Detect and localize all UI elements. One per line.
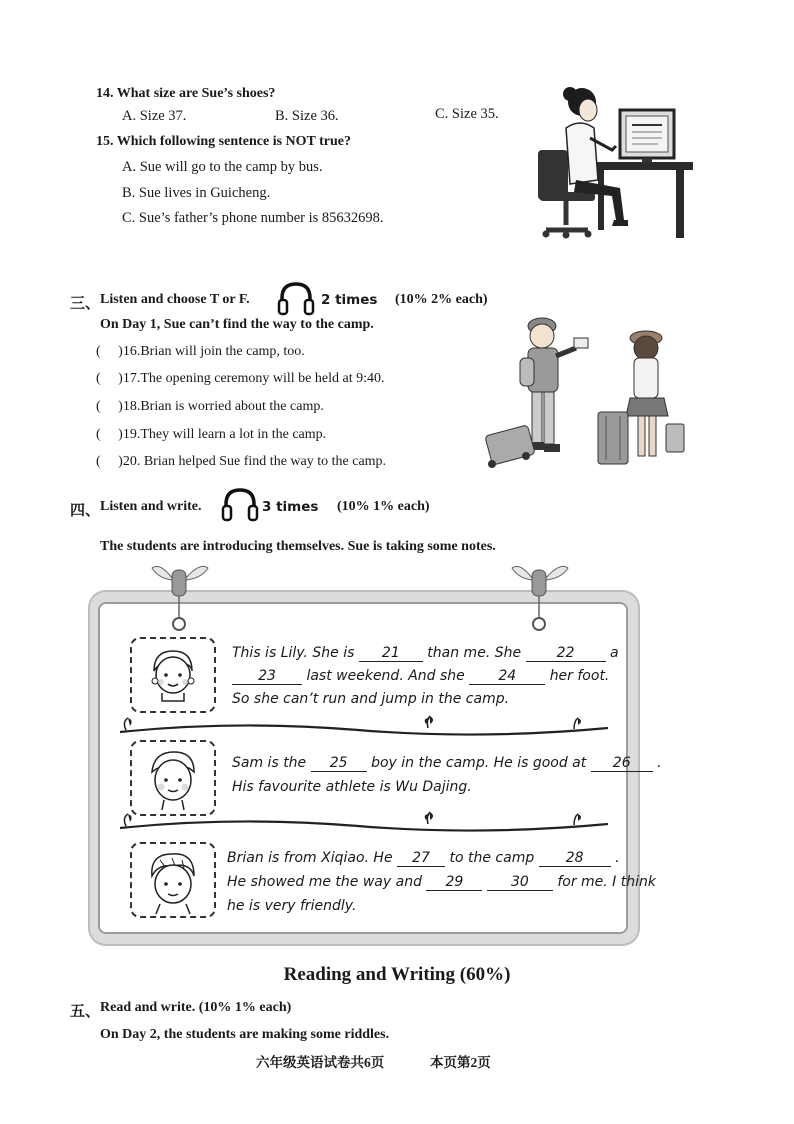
headphones-icon [220, 486, 260, 522]
tf-item-16 [96, 344, 305, 360]
tf-statement: )19.They will learn a lot in the camp. [118, 427, 327, 442]
q14-option-a: A. Size 37. [122, 108, 187, 124]
answer-paren[interactable]: ( [96, 427, 101, 442]
lily-avatar [130, 637, 216, 713]
footer-total-pages: 六年级英语试卷共6页 [256, 1055, 385, 1070]
q15-option-c: C. Sue’s father’s phone number is 85632698. [122, 210, 384, 226]
section3-title: Listen and choose T or F. [100, 292, 250, 307]
section3-times: 2 times [321, 292, 378, 308]
blank-26[interactable]: 26 [591, 755, 653, 772]
answer-paren[interactable]: ( [96, 399, 101, 414]
footer-page-number: 本页第2页 [430, 1055, 491, 1070]
q14-option-b: B. Size 36. [275, 108, 339, 124]
tf-statement: )17.The opening ceremony will be held at 9:40. [118, 371, 385, 386]
tf-statement: )18.Brian is worried about the camp. [118, 399, 324, 414]
q15-question: 15. Which following sentence is NOT true? [96, 134, 351, 149]
brian-line-2: He showed me the way and 29 30 for me. I think [227, 874, 656, 890]
section3-intro: On Day 1, Sue can’t find the way to the camp. [100, 317, 374, 332]
vine-divider [118, 810, 613, 836]
brian-avatar [130, 842, 216, 918]
section5-intro: On Day 2, the students are making some riddles. [100, 1027, 390, 1042]
blank-23[interactable]: 23 [232, 668, 302, 685]
q14-option-c: C. Size 35. [435, 106, 499, 122]
section4-number: 四、 [70, 503, 101, 519]
lily-line-3: So she can’t run and jump in the camp. [232, 691, 510, 707]
section3-number: 三、 [70, 296, 101, 312]
blank-29[interactable]: 29 [426, 874, 482, 891]
section4-intro: The students are introducing themselves. Sue is taking some notes. [100, 539, 496, 554]
section4-title: Listen and write. [100, 499, 202, 514]
lily-line-1: This is Lily. She is 21 than me. She 22 a [232, 645, 619, 661]
blank-28[interactable]: 28 [539, 850, 611, 867]
girl-face-icon [132, 639, 214, 711]
right-hanger-clip [510, 560, 570, 632]
section4-score: (10% 1% each) [337, 499, 430, 514]
tf-item-18 [96, 399, 324, 415]
lily-line-2: 23 last weekend. And she 24 her foot. [232, 668, 609, 685]
blank-22[interactable]: 22 [526, 645, 606, 662]
blank-21[interactable]: 21 [359, 645, 423, 662]
sam-line-2: His favourite athlete is Wu Dajing. [232, 779, 472, 795]
tf-statement: )20. Brian helped Sue find the way to the camp. [118, 454, 387, 469]
boy-face-icon [132, 844, 214, 916]
answer-paren[interactable]: ( [96, 344, 101, 359]
q15-option-a: A. Sue will go to the camp by bus. [122, 159, 323, 175]
headphones-icon [276, 280, 316, 316]
section5-title: Read and write. (10% 1% each) [100, 1000, 292, 1015]
reading-writing-heading: Reading and Writing (60%) [283, 964, 511, 985]
brian-line-3: he is very friendly. [227, 898, 357, 914]
tf-item-20 [96, 454, 386, 470]
q14-question: 14. What size are Sue’s shoes? [96, 86, 276, 101]
answer-paren[interactable]: ( [96, 371, 101, 386]
tf-item-17 [96, 371, 385, 387]
section3-score: (10% 2% each) [395, 292, 488, 307]
blank-30[interactable]: 30 [487, 874, 553, 891]
section4-times: 3 times [262, 499, 319, 515]
travelers-illustration [478, 312, 693, 477]
sam-avatar [130, 740, 216, 816]
woman-at-computer-illustration [528, 80, 698, 245]
tf-item-19 [96, 427, 326, 443]
brian-line-1: Brian is from Xiqiao. He 27 to the camp 28 . [227, 850, 620, 866]
answer-paren[interactable]: ( [96, 454, 101, 469]
q15-option-b: B. Sue lives in Guicheng. [122, 185, 271, 201]
blank-25[interactable]: 25 [311, 755, 367, 772]
section5-number: 五、 [70, 1004, 101, 1020]
left-hanger-clip [150, 560, 210, 632]
tf-statement: )16.Brian will join the camp, too. [118, 344, 305, 359]
blank-24[interactable]: 24 [469, 668, 545, 685]
boy-face-icon [132, 742, 214, 814]
vine-divider [118, 714, 613, 740]
blank-27[interactable]: 27 [397, 850, 445, 867]
sam-line-1: Sam is the 25 boy in the camp. He is good at 26 . [232, 755, 662, 771]
